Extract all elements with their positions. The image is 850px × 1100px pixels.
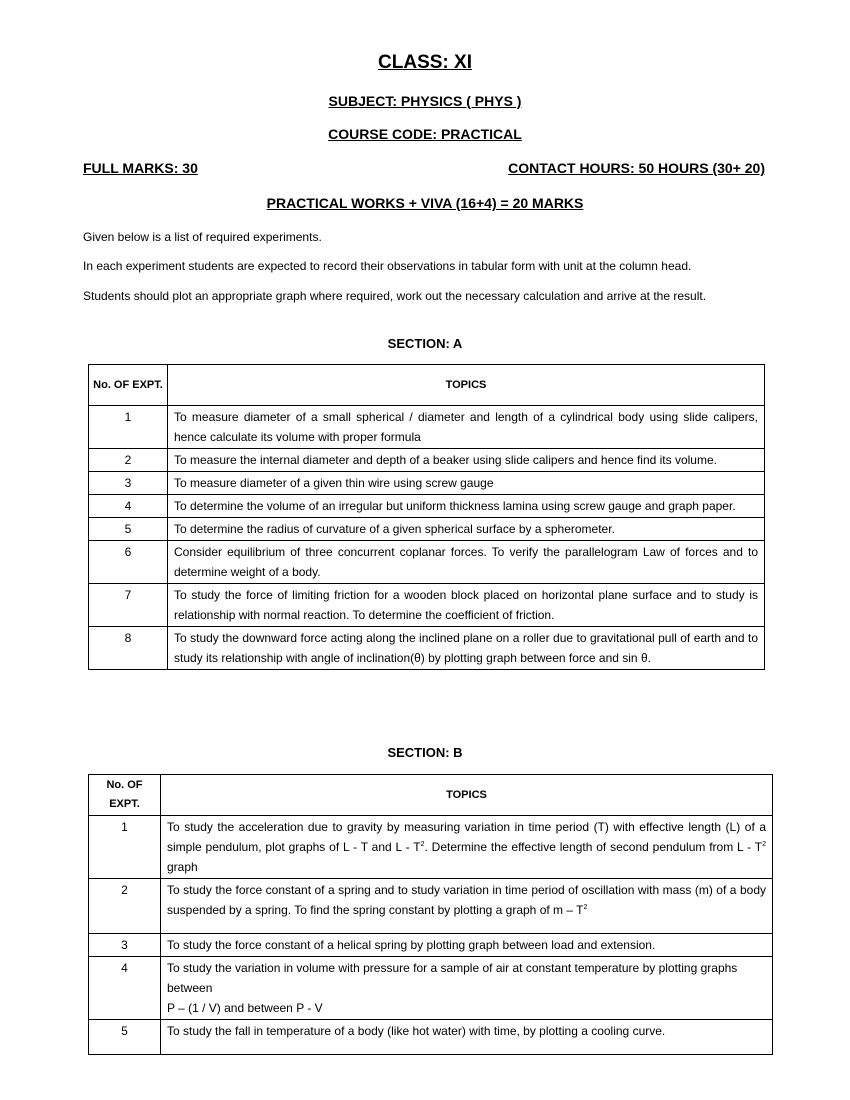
expt-number: 3 xyxy=(89,472,168,495)
expt-number: 1 xyxy=(89,406,168,449)
intro-paragraph-1: Given below is a list of required experiments. xyxy=(83,230,322,244)
table-header-row xyxy=(89,365,765,406)
marks-hours-row xyxy=(83,160,765,176)
topic-text: To study the force constant of a spring and to study variation in time period of oscillation with mass (m) of a body suspended by a spring. To find the spring constant by plotting a graph of m – T xyxy=(167,883,766,917)
topic-text: . Determine the effective length of second pendulum from L - T xyxy=(424,840,763,854)
section-a-title: SECTION: A xyxy=(387,336,463,351)
expt-topic: To study the downward force acting along the inclined plane on a roller due to gravitational pull of earth and to study its relationship with angle of inclination(θ) by plotting graph between force and sin θ. xyxy=(168,627,765,670)
intro-paragraph-3: Students should plot an appropriate graph where required, work out the necessary calculation and arrive at the result. xyxy=(83,289,707,303)
expt-number: 7 xyxy=(89,584,168,627)
expt-number: 3 xyxy=(89,934,161,957)
table-row xyxy=(89,541,765,584)
table-row xyxy=(89,495,765,518)
topic-text: P – (1 / V) and between P - V xyxy=(167,1001,323,1015)
expt-topic: To measure diameter of a small spherical / diameter and length of a cylindrical body using slide calipers, hence calculate its volume with proper formula xyxy=(168,406,765,449)
expt-topic: Consider equilibrium of three concurrent coplanar forces. To verify the parallelogram Law of forces and to determine weight of a body. xyxy=(168,541,765,584)
expt-number: 4 xyxy=(89,495,168,518)
section-b-title: SECTION: B xyxy=(387,745,463,760)
table-header-row xyxy=(89,775,773,816)
expt-number: 5 xyxy=(89,518,168,541)
course-code-title: COURSE CODE: PRACTICAL xyxy=(328,126,522,142)
table-row xyxy=(89,584,765,627)
intro-paragraph-2: In each experiment students are expected to record their observations in tabular form with unit at the column head. xyxy=(83,259,692,273)
expt-topic: To determine the volume of an irregular but uniform thickness lamina using screw gauge and graph paper. xyxy=(168,495,765,518)
practical-works-title: PRACTICAL WORKS + VIVA (16+4) = 20 MARKS xyxy=(266,195,584,211)
col-header-no: No. OF EXPT. xyxy=(89,775,161,816)
expt-topic: To study the force constant of a helical spring by plotting graph between load and extension. xyxy=(161,934,773,957)
expt-topic xyxy=(161,957,773,1020)
table-row xyxy=(89,934,773,957)
class-title: CLASS: XI xyxy=(378,52,472,73)
expt-topic xyxy=(161,816,773,879)
table-row xyxy=(89,406,765,449)
table-row xyxy=(89,1020,773,1055)
table-row xyxy=(89,816,773,879)
expt-topic: To study the force of limiting friction for a wooden block placed on horizontal plane surface and to study is relationship with normal reaction. To determine the coefficient of friction. xyxy=(168,584,765,627)
contact-hours: CONTACT HOURS: 50 HOURS (30+ 20) xyxy=(508,160,765,176)
col-header-topics: TOPICS xyxy=(168,365,765,406)
expt-number: 4 xyxy=(89,957,161,1020)
expt-number: 5 xyxy=(89,1020,161,1055)
subject-title: SUBJECT: PHYSICS ( PHYS ) xyxy=(328,93,522,109)
col-header-topics: TOPICS xyxy=(161,775,773,816)
section-b-table xyxy=(88,774,773,1055)
superscript: 2 xyxy=(420,841,425,848)
expt-topic: To measure diameter of a given thin wire using screw gauge xyxy=(168,472,765,495)
topic-text: graph xyxy=(167,860,198,874)
table-row xyxy=(89,627,765,670)
expt-topic: To measure the internal diameter and depth of a beaker using slide calipers and hence find its volume. xyxy=(168,449,765,472)
expt-number: 8 xyxy=(89,627,168,670)
superscript: 2 xyxy=(762,841,766,848)
table-row xyxy=(89,957,773,1020)
full-marks: FULL MARKS: 30 xyxy=(83,160,198,176)
superscript: 2 xyxy=(583,904,588,911)
expt-topic: To study the fall in temperature of a body (like hot water) with time, by plotting a cooling curve. xyxy=(161,1020,773,1055)
expt-number: 2 xyxy=(89,879,161,934)
expt-number: 6 xyxy=(89,541,168,584)
expt-number: 1 xyxy=(89,816,161,879)
table-row xyxy=(89,518,765,541)
expt-topic: To determine the radius of curvature of a given spherical surface by a spherometer. xyxy=(168,518,765,541)
section-a-table xyxy=(88,364,765,670)
expt-topic xyxy=(161,879,773,934)
topic-text: To study the acceleration due to gravity by measuring variation in time period (T) with effective length (L) of a simple pendulum, plot graphs of L - T and L - T xyxy=(167,820,766,854)
table-row xyxy=(89,472,765,495)
col-header-no: No. OF EXPT. xyxy=(89,365,168,406)
table-row xyxy=(89,449,765,472)
table-row xyxy=(89,879,773,934)
expt-number: 2 xyxy=(89,449,168,472)
topic-text: To study the variation in volume with pressure for a sample of air at constant temperature by plotting graphs between xyxy=(167,961,738,995)
